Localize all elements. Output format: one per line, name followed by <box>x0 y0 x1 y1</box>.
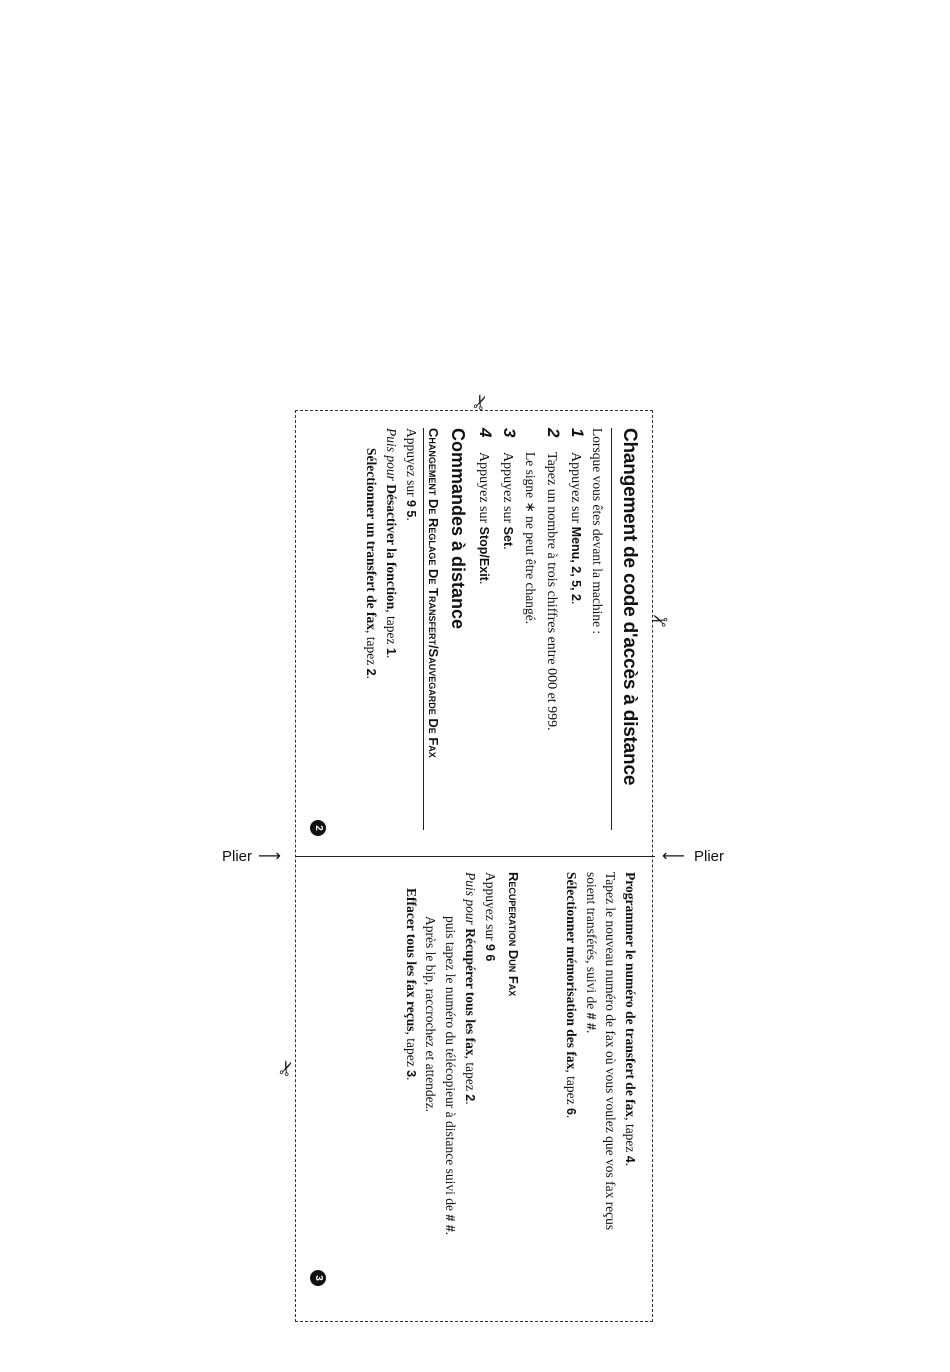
step-1 <box>564 428 588 830</box>
section-title: Changement de code d'accès à distance <box>611 428 640 830</box>
press-line: Appuyez sur 9 6 <box>483 872 498 962</box>
step-2-note: Le signe ∗ ne peut être changé. <box>523 452 538 625</box>
step-end: . <box>500 546 515 550</box>
step-number: 1 <box>568 428 587 438</box>
retrieval-title: Recuperation Dun Fax <box>506 872 521 997</box>
program-line: Programmer le numéro de transfert de fax, tapez 4. <box>623 872 638 1167</box>
step-number: 3 <box>500 428 519 438</box>
select-transfer-line: Sélectionner un transfert de fax, tapez 2. <box>364 448 379 679</box>
scissors-icon: ✂ <box>466 390 495 414</box>
step-end: . <box>476 580 491 585</box>
step-text: Appuyez sur <box>476 452 491 524</box>
subsection-title: Changement De Reglage De Transfert/Sauvegarde De Fax <box>423 428 441 830</box>
press-line: Appuyez sur 9 5. <box>404 428 419 521</box>
fold-label-right: Plier <box>694 848 725 865</box>
fold-line <box>295 856 655 857</box>
retrieval-panel <box>310 872 640 1302</box>
key-sequence: Menu, 2, 5, 2 <box>569 526 583 601</box>
fold-label-left: Plier <box>222 848 253 865</box>
fold-arrow-left-icon: ⟵ <box>662 846 685 865</box>
intro-text: Lorsque vous êtes devant la machine : <box>590 428 605 635</box>
scissors-icon: ✂ <box>272 1056 301 1080</box>
fold-arrow-right-icon: ⟶ <box>258 846 281 865</box>
scissors-icon: ✂ <box>647 605 672 635</box>
memo-line: Sélectionner mémorisation des fax, tapez 6. <box>564 872 579 1119</box>
key-stop-exit: Stop/Exit <box>477 526 491 581</box>
step-3 <box>496 428 520 830</box>
erase-line: Effacer tous les fax reçus, tapez 3. <box>404 888 419 1081</box>
key-set: Set <box>501 526 515 547</box>
transferred-line: soient transférés, suivi de # #. <box>584 872 599 1034</box>
step-end: . <box>568 601 583 605</box>
dial-line: puis tapez le numéro du télécopieur à distance suivi de # #. <box>443 916 458 1236</box>
new-number-line: Tapez le nouveau numéro de fax où vous voulez que vos fax reçus <box>603 872 618 1231</box>
step-4 <box>472 428 496 830</box>
step-text: Appuyez sur <box>568 452 583 524</box>
step-text: Tapez un nombre à trois chiffres entre 000 et 999. <box>544 452 559 731</box>
step-number: 2 <box>544 428 563 438</box>
commands-title: Commandes à distance <box>448 428 468 630</box>
remote-access-panel <box>310 428 640 830</box>
step-2 <box>540 428 564 830</box>
page-number-badge: 3 <box>310 1270 326 1286</box>
page-number-badge: 2 <box>310 820 326 836</box>
deactivate-line: Puis pour Désactiver la fonction, tapez 1. <box>384 428 399 659</box>
after-beep-line: Après le bip, raccrochez et attendez. <box>423 916 438 1113</box>
step-text: Appuyez sur <box>500 452 515 524</box>
step-number: 4 <box>476 428 495 438</box>
retrieve-line: Puis pour Récupérer tous les fax, tapez 2. <box>463 872 478 1105</box>
